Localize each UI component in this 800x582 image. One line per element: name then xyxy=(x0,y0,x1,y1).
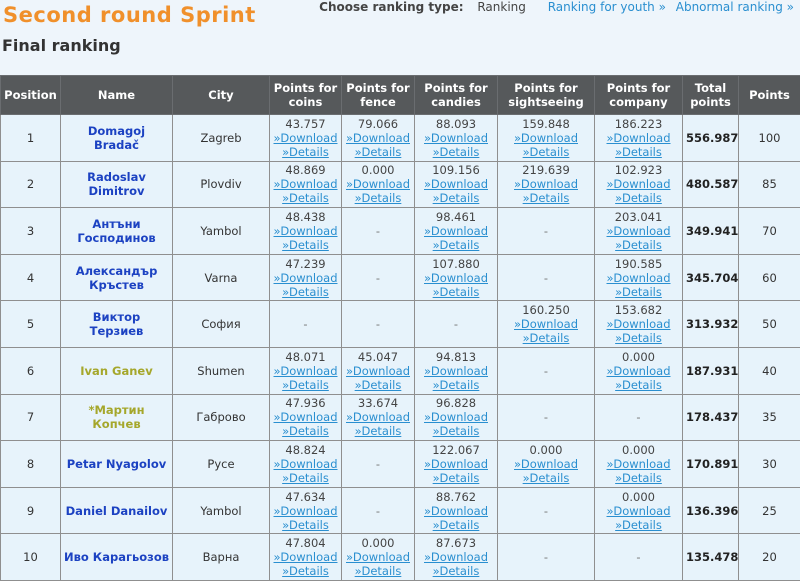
city-cell: Zagreb xyxy=(173,115,270,162)
total-cell: 313.932 xyxy=(683,301,739,348)
company-cell xyxy=(595,534,683,581)
candies-cell xyxy=(415,534,498,581)
download-link[interactable]: »Download xyxy=(606,363,671,378)
download-link[interactable]: »Download xyxy=(273,550,338,565)
candies-cell xyxy=(415,115,498,162)
coins-value: 48.869 xyxy=(285,163,326,178)
table-row xyxy=(1,487,800,534)
download-link[interactable]: »Download xyxy=(606,456,671,471)
col-city: City xyxy=(173,76,270,115)
details-link[interactable]: »Details xyxy=(354,191,402,206)
sightseeing-cell xyxy=(498,115,595,162)
points-cell: 35 xyxy=(739,394,800,441)
fence-value: 33.674 xyxy=(357,396,399,411)
empty-value: - xyxy=(375,223,381,238)
download-link[interactable]: »Download xyxy=(606,270,671,285)
col-candies: Points for candies xyxy=(415,76,498,115)
position-cell: 8 xyxy=(1,441,61,488)
name-cell: Антъни Господинов xyxy=(61,208,173,255)
candies-value: 88.762 xyxy=(435,489,477,504)
download-link[interactable]: »Download xyxy=(424,223,488,238)
col-coins: Points for coins xyxy=(270,76,342,115)
download-link[interactable]: »Download xyxy=(273,503,338,518)
empty-value: - xyxy=(543,410,549,425)
company-value: 0.000 xyxy=(622,489,655,504)
company-cell xyxy=(595,208,683,255)
position-cell: 10 xyxy=(1,534,61,581)
details-link[interactable]: »Details xyxy=(615,377,662,392)
points-cell: 40 xyxy=(739,347,800,394)
sightseeing-cell xyxy=(498,208,595,255)
city-cell: Shumen xyxy=(173,347,270,394)
candies-cell xyxy=(415,208,498,255)
ranking-type-current: Ranking xyxy=(477,0,526,14)
company-cell xyxy=(595,394,683,441)
download-link[interactable]: »Download xyxy=(514,177,578,192)
details-link[interactable]: »Details xyxy=(432,517,480,532)
details-link[interactable]: »Details xyxy=(282,191,329,206)
download-link[interactable]: »Download xyxy=(273,270,338,285)
points-cell: 25 xyxy=(739,487,800,534)
details-link[interactable]: »Details xyxy=(615,144,662,159)
ranking-type-selector xyxy=(319,0,794,14)
empty-value: - xyxy=(303,317,308,332)
fence-cell xyxy=(342,534,415,581)
download-link[interactable]: »Download xyxy=(424,270,488,285)
candies-value: 122.067 xyxy=(432,442,480,457)
details-link[interactable]: »Details xyxy=(354,564,402,579)
ranking-abnormal-link[interactable]: Abnormal ranking » xyxy=(675,0,794,14)
details-link[interactable]: »Details xyxy=(354,377,402,392)
points-cell: 50 xyxy=(739,301,800,348)
sightseeing-cell xyxy=(498,487,595,534)
total-cell: 136.396 xyxy=(683,487,739,534)
coins-cell xyxy=(270,441,342,488)
download-link[interactable]: »Download xyxy=(606,223,671,238)
fence-cell xyxy=(342,254,415,301)
fence-cell xyxy=(342,487,415,534)
fence-cell xyxy=(342,115,415,162)
name-cell: Иво Карагьозов xyxy=(61,534,173,581)
sightseeing-value: 160.250 xyxy=(522,303,570,318)
details-link[interactable]: »Details xyxy=(282,424,329,439)
company-value: 190.585 xyxy=(614,256,663,271)
details-link[interactable]: »Details xyxy=(354,424,402,439)
coins-cell xyxy=(270,534,342,581)
candies-value: 88.093 xyxy=(435,116,477,131)
coins-cell xyxy=(270,301,342,348)
details-link[interactable]: »Details xyxy=(432,237,480,252)
download-link[interactable]: »Download xyxy=(273,223,338,238)
company-cell xyxy=(595,301,683,348)
fence-cell xyxy=(342,394,415,441)
empty-value: - xyxy=(543,363,549,378)
empty-value: - xyxy=(453,317,459,332)
city-cell: Varna xyxy=(173,254,270,301)
ranking-youth-link[interactable]: Ranking for youth » xyxy=(547,0,666,14)
candies-value: 109.156 xyxy=(432,163,480,178)
coins-cell xyxy=(270,208,342,255)
download-link[interactable]: »Download xyxy=(273,130,338,145)
download-link[interactable]: »Download xyxy=(273,456,338,471)
download-link[interactable]: »Download xyxy=(424,130,488,145)
total-cell: 480.587 xyxy=(683,161,739,208)
sightseeing-cell xyxy=(498,441,595,488)
table-row xyxy=(1,115,800,162)
details-link[interactable]: »Details xyxy=(432,191,480,206)
download-link[interactable]: »Download xyxy=(346,410,410,425)
candies-cell xyxy=(415,487,498,534)
coins-cell xyxy=(270,115,342,162)
download-link[interactable]: »Download xyxy=(273,177,338,192)
position-cell: 1 xyxy=(1,115,61,162)
sightseeing-value: 159.848 xyxy=(522,116,570,131)
city-cell: Yambol xyxy=(173,208,270,255)
empty-value: - xyxy=(636,550,641,565)
fence-cell xyxy=(342,161,415,208)
company-value: 0.000 xyxy=(622,349,655,364)
sightseeing-cell xyxy=(498,254,595,301)
coins-value: 47.239 xyxy=(285,256,326,271)
company-cell xyxy=(595,115,683,162)
table-row xyxy=(1,208,800,255)
points-cell: 70 xyxy=(739,208,800,255)
name-cell: Ivan Ganev xyxy=(61,347,173,394)
empty-value: - xyxy=(375,270,381,285)
details-link[interactable]: »Details xyxy=(282,377,329,392)
name-cell: *Мартин Копчев xyxy=(61,394,173,441)
coins-cell xyxy=(270,394,342,441)
col-company: Points for company xyxy=(595,76,683,115)
company-cell xyxy=(595,347,683,394)
download-link[interactable]: »Download xyxy=(424,550,488,565)
sightseeing-cell xyxy=(498,394,595,441)
table-row xyxy=(1,254,800,301)
total-cell: 345.704 xyxy=(683,254,739,301)
company-cell xyxy=(595,254,683,301)
candies-value: 94.813 xyxy=(435,349,477,364)
city-cell: Русе xyxy=(173,441,270,488)
download-link[interactable]: »Download xyxy=(346,177,410,192)
name-cell: Domagoj Bradač xyxy=(61,115,173,162)
sightseeing-value: 0.000 xyxy=(529,442,563,457)
download-link[interactable]: »Download xyxy=(346,550,410,565)
total-cell: 135.478 xyxy=(683,534,739,581)
empty-value: - xyxy=(375,503,381,518)
download-link[interactable]: »Download xyxy=(424,410,488,425)
download-link[interactable]: »Download xyxy=(346,363,410,378)
details-link[interactable]: »Details xyxy=(522,331,570,346)
page-title: Second round Sprint xyxy=(3,3,256,27)
ranking-body xyxy=(1,115,800,581)
coins-cell xyxy=(270,161,342,208)
details-link[interactable]: »Details xyxy=(615,470,662,485)
points-cell: 20 xyxy=(739,534,800,581)
candies-value: 87.673 xyxy=(435,536,477,551)
empty-value: - xyxy=(636,410,641,425)
total-cell: 187.931 xyxy=(683,347,739,394)
ranking-table xyxy=(0,75,800,581)
city-cell: София xyxy=(173,301,270,348)
table-row xyxy=(1,441,800,488)
details-link[interactable]: »Details xyxy=(615,191,662,206)
sightseeing-cell xyxy=(498,301,595,348)
total-cell: 349.941 xyxy=(683,208,739,255)
details-link[interactable]: »Details xyxy=(522,191,570,206)
details-link[interactable]: »Details xyxy=(282,470,329,485)
details-link[interactable]: »Details xyxy=(432,144,480,159)
details-link[interactable]: »Details xyxy=(354,144,402,159)
position-cell: 9 xyxy=(1,487,61,534)
details-link[interactable]: »Details xyxy=(282,237,329,252)
details-link[interactable]: »Details xyxy=(432,284,480,299)
download-link[interactable]: »Download xyxy=(424,363,488,378)
download-link[interactable]: »Download xyxy=(273,410,338,425)
total-cell: 178.437 xyxy=(683,394,739,441)
name-cell: Radoslav Dimitrov xyxy=(61,161,173,208)
table-row xyxy=(1,394,800,441)
points-cell: 60 xyxy=(739,254,800,301)
fence-cell xyxy=(342,208,415,255)
table-row xyxy=(1,161,800,208)
download-link[interactable]: »Download xyxy=(606,317,671,332)
table-row xyxy=(1,534,800,581)
details-link[interactable]: »Details xyxy=(615,237,662,252)
company-value: 186.223 xyxy=(614,116,663,131)
empty-value: - xyxy=(543,223,549,238)
fence-value: 79.066 xyxy=(357,116,399,131)
details-link[interactable]: »Details xyxy=(282,144,329,159)
company-cell xyxy=(595,161,683,208)
candies-value: 98.461 xyxy=(435,209,477,224)
table-header-row xyxy=(1,76,800,115)
download-link[interactable]: »Download xyxy=(606,503,671,518)
fence-value: 45.047 xyxy=(357,349,399,364)
table-row xyxy=(1,301,800,348)
sightseeing-cell xyxy=(498,534,595,581)
coins-cell xyxy=(270,487,342,534)
name-cell: Александър Кръстев xyxy=(61,254,173,301)
city-cell: Yambol xyxy=(173,487,270,534)
coins-value: 48.071 xyxy=(285,349,326,364)
details-link[interactable]: »Details xyxy=(432,564,480,579)
fence-cell xyxy=(342,301,415,348)
candies-cell xyxy=(415,394,498,441)
download-link[interactable]: »Download xyxy=(346,130,410,145)
col-name: Name xyxy=(61,76,173,115)
download-link[interactable]: »Download xyxy=(424,177,488,192)
points-cell: 30 xyxy=(739,441,800,488)
candies-cell xyxy=(415,301,498,348)
download-link[interactable]: »Download xyxy=(424,503,488,518)
name-cell: Petar Nyagolov xyxy=(61,441,173,488)
candies-cell xyxy=(415,161,498,208)
city-cell: Plovdiv xyxy=(173,161,270,208)
col-total: Total points xyxy=(683,76,739,115)
position-cell: 5 xyxy=(1,301,61,348)
download-link[interactable]: »Download xyxy=(273,363,338,378)
sightseeing-cell xyxy=(498,347,595,394)
details-link[interactable]: »Details xyxy=(615,517,662,532)
empty-value: - xyxy=(543,270,549,285)
details-link[interactable]: »Details xyxy=(615,284,662,299)
total-cell: 556.987 xyxy=(683,115,739,162)
download-link[interactable]: »Download xyxy=(606,177,671,192)
details-link[interactable]: »Details xyxy=(432,377,480,392)
fence-value: 0.000 xyxy=(361,536,395,551)
download-link[interactable]: »Download xyxy=(514,456,578,471)
details-link[interactable]: »Details xyxy=(522,470,570,485)
fence-cell xyxy=(342,347,415,394)
company-value: 203.041 xyxy=(614,209,663,224)
details-link[interactable]: »Details xyxy=(282,517,329,532)
page-header xyxy=(0,0,800,75)
empty-value: - xyxy=(543,550,549,565)
name-cell: Виктор Терзиев xyxy=(61,301,173,348)
col-points: Points xyxy=(739,76,800,115)
company-value: 102.923 xyxy=(614,163,663,178)
company-cell xyxy=(595,487,683,534)
table-row xyxy=(1,347,800,394)
company-cell xyxy=(595,441,683,488)
candies-cell xyxy=(415,347,498,394)
sightseeing-cell xyxy=(498,161,595,208)
details-link[interactable]: »Details xyxy=(282,564,329,579)
coins-value: 47.804 xyxy=(285,536,326,551)
details-link[interactable]: »Details xyxy=(522,144,570,159)
empty-value: - xyxy=(375,317,381,332)
coins-value: 48.438 xyxy=(285,209,326,224)
candies-value: 107.880 xyxy=(432,256,480,271)
fence-value: 0.000 xyxy=(361,163,395,178)
name-cell: Daniel Danailov xyxy=(61,487,173,534)
candies-cell xyxy=(415,441,498,488)
points-cell: 85 xyxy=(739,161,800,208)
ranking-type-label: Choose ranking type: xyxy=(319,0,464,14)
position-cell: 2 xyxy=(1,161,61,208)
sightseeing-value: 219.639 xyxy=(522,163,570,178)
coins-cell xyxy=(270,254,342,301)
download-link[interactable]: »Download xyxy=(514,130,578,145)
col-position: Position xyxy=(1,76,61,115)
coins-value: 47.634 xyxy=(285,489,326,504)
coins-cell xyxy=(270,347,342,394)
col-fence: Points for fence xyxy=(342,76,415,115)
points-cell: 100 xyxy=(739,115,800,162)
total-cell: 170.891 xyxy=(683,441,739,488)
city-cell: Габрово xyxy=(173,394,270,441)
download-link[interactable]: »Download xyxy=(606,130,671,145)
col-sightseeing: Points for sightseeing xyxy=(498,76,595,115)
position-cell: 7 xyxy=(1,394,61,441)
coins-value: 43.757 xyxy=(285,116,326,131)
download-link[interactable]: »Download xyxy=(514,317,578,332)
coins-value: 48.824 xyxy=(285,442,326,457)
coins-value: 47.936 xyxy=(285,396,326,411)
details-link[interactable]: »Details xyxy=(282,284,329,299)
details-link[interactable]: »Details xyxy=(432,470,480,485)
position-cell: 4 xyxy=(1,254,61,301)
company-value: 0.000 xyxy=(622,442,655,457)
download-link[interactable]: »Download xyxy=(424,456,488,471)
empty-value: - xyxy=(375,456,381,471)
position-cell: 6 xyxy=(1,347,61,394)
candies-value: 96.828 xyxy=(435,396,477,411)
page-subtitle: Final ranking xyxy=(2,36,121,55)
fence-cell xyxy=(342,441,415,488)
details-link[interactable]: »Details xyxy=(432,424,480,439)
details-link[interactable]: »Details xyxy=(615,331,662,346)
city-cell: Варна xyxy=(173,534,270,581)
position-cell: 3 xyxy=(1,208,61,255)
company-value: 153.682 xyxy=(614,303,663,318)
candies-cell xyxy=(415,254,498,301)
empty-value: - xyxy=(543,503,549,518)
